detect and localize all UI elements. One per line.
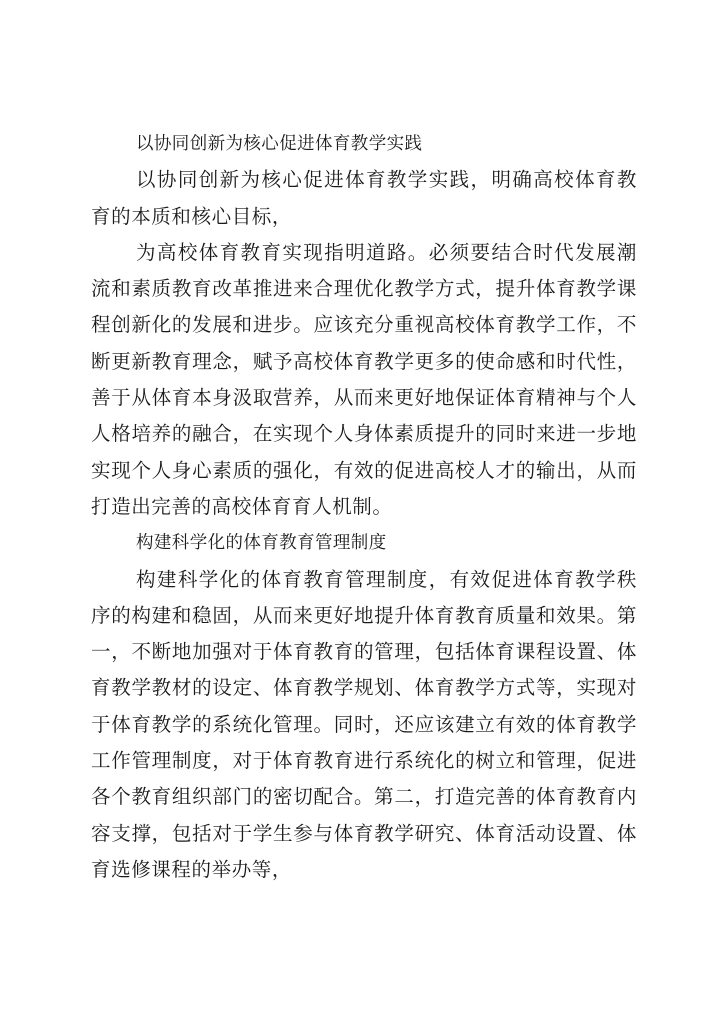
- document-body: [91, 126, 637, 888]
- paragraph-intro: 以协同创新为核心促进体育教学实践，明确高校体育教育的本质和核心目标，: [91, 168, 637, 228]
- section-heading-collaborative-innovation: 以协同创新为核心促进体育教学实践: [136, 134, 423, 154]
- paragraph-management: 构建科学化的体育教育管理制度，有效促进体育教学秩序的构建和稳固，从而来更好地提升体育教育质量和效果。第一，不断地加强对于体育教育的管理，包括体育课程设置、体育教学教材的设定、体育教学规划、体育教学方式等，实现对于体育教学的系统化管理。同时，还应该建立有效的体育教学工作管理制度，对于体育教育进行系统化的树立和管理，促进各个教育组织部门的密切配合。第二，打造完善的体育教育内容支撑，包括对于学生参与体育教学研究、体育活动设置、体育选修课程的举办等，: [91, 567, 637, 881]
- section-heading-management-system: 构建科学化的体育教育管理制度: [136, 533, 387, 554]
- paragraph-teaching-direction: 为高校体育教育实现指明道路。必须要结合时代发展潮流和素质教育改革推进来合理优化教学方式，提升体育教学课程创新化的发展和进步。应该充分重视高校体育教学工作，不断更新教育理念，赋予高校体育教学更多的使命感和时代性，善于从体育本身汲取营养，从而来更好地保证体育精神与个人人格培养的融合，在实现个人身体素质提升的同时来进一步地实现个人身心素质的强化，有效的促进高校人才的输出，从而打造出完善的高校体育育人机制。: [91, 240, 637, 518]
